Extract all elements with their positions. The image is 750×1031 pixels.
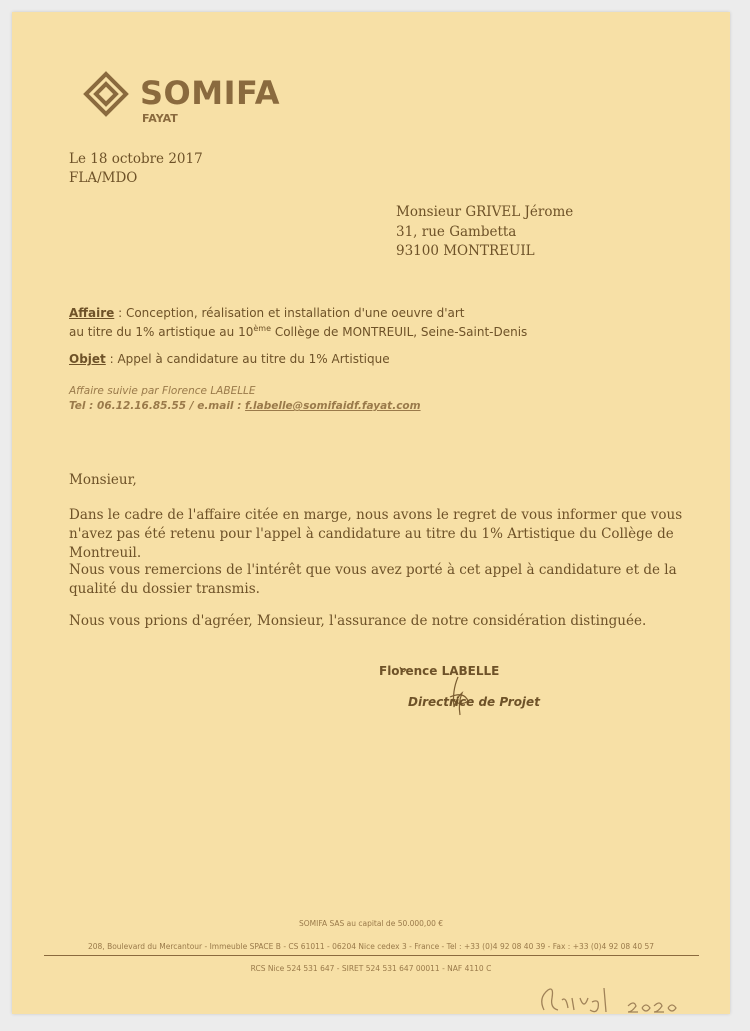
signatory-title: Directrice de Projet bbox=[408, 695, 540, 709]
brand-subname: FAYAT bbox=[142, 112, 178, 125]
body-paragraph-2: Nous vous remercions de l'intérêt que vous avez porté à cet appel à candidature et de la qualité du dossier transmis. bbox=[69, 562, 677, 597]
affaire-line1: : Conception, réalisation et installation d'une oeuvre d'art bbox=[114, 306, 465, 320]
company-logo bbox=[82, 70, 302, 140]
somifa-logo-icon bbox=[82, 70, 130, 118]
footer-divider bbox=[44, 955, 699, 956]
salutation: Monsieur, bbox=[69, 472, 137, 488]
letter-sheet bbox=[12, 12, 730, 1014]
footer-address: 208, Boulevard du Mercantour - Immeuble SPACE B - CS 61011 - 06204 Nice cedex 3 - France - Tel : +33 (0)4 92 08 40 39 - Fax : +33 (0)4 92 08 40 57 bbox=[87, 942, 655, 951]
signatory-name: Florence LABELLE bbox=[379, 664, 500, 678]
objet-text: : Appel à candidature au titre du 1% Artistique bbox=[105, 352, 390, 366]
letter-reference: FLA/MDO bbox=[69, 170, 138, 186]
footer-registration: RCS Nice 524 531 647 - SIRET 524 531 647 00011 - NAF 4110 C bbox=[250, 964, 492, 973]
body-paragraph-1: Dans le cadre de l'affaire citée en marge, nous avons le regret de vous informer que vous n'avez pas été retenu pour l'appel à candidature au titre du 1% Artistique du Collège de Montreuil. bbox=[69, 507, 683, 561]
objet-block bbox=[69, 352, 390, 366]
letter-date: Le 18 octobre 2017 bbox=[69, 151, 203, 167]
footer-capital: SOMIFA SAS au capital de 50.000,00 € bbox=[298, 919, 444, 928]
recipient-street: 31, rue Gambetta bbox=[396, 224, 517, 240]
suivi-email: f.labelle@somifaidf.fayat.com bbox=[245, 400, 421, 412]
recipient-city: 93100 MONTREUIL bbox=[396, 243, 535, 259]
brand-name: SOMIFA bbox=[140, 74, 280, 112]
body-paragraph-3: Nous vous prions d'agréer, Monsieur, l'assurance de notre considération distinguée. bbox=[69, 613, 647, 629]
affaire-label: Affaire bbox=[69, 306, 115, 320]
handwritten-note bbox=[532, 980, 682, 1020]
affaire-line2-a: au titre du 1% artistique au 10 bbox=[69, 325, 254, 339]
objet-label: Objet bbox=[69, 352, 106, 366]
affaire-block bbox=[69, 305, 527, 340]
suivi-line: Affaire suivie par Florence LABELLE bbox=[69, 385, 256, 397]
affaire-line2-sup: ème bbox=[253, 324, 271, 333]
suivi-block bbox=[69, 384, 421, 414]
affaire-line2-b: Collège de MONTREUIL, Seine-Saint-Denis bbox=[271, 325, 528, 339]
suivi-tel: Tel : 06.12.16.85.55 / e.mail : bbox=[69, 400, 246, 412]
recipient-name: Monsieur GRIVEL Jérome bbox=[396, 204, 574, 220]
